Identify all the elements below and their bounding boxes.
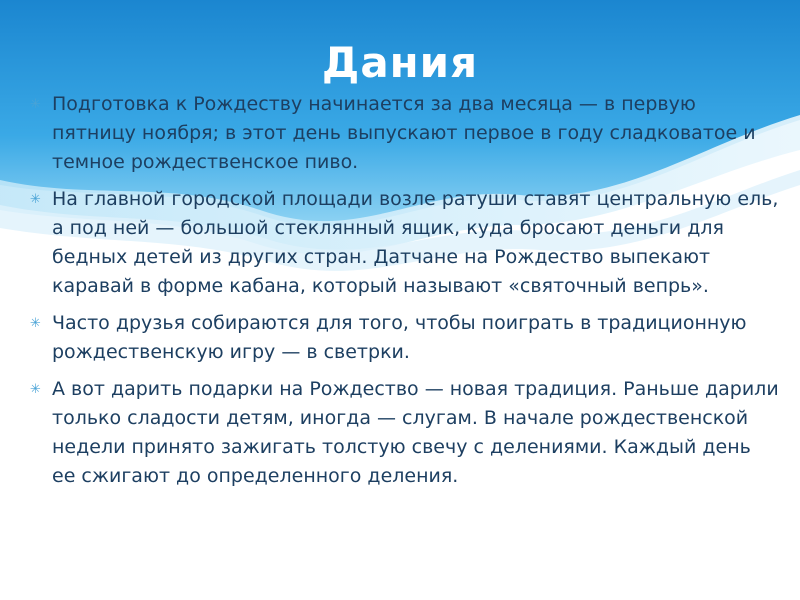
bullet-list (30, 90, 780, 499)
list-item (30, 375, 780, 491)
asterisk-bullet-icon: ✳ (30, 97, 41, 112)
list-item (30, 185, 780, 301)
bullet-text: Часто друзья собираются для того, чтобы поиграть в традиционную рождественскую игру — в светрки. (52, 312, 747, 363)
bullet-text: А вот дарить подарки на Рождество — новая традиция. Раньше дарили только сладости детям, иногда — слугам. В начале рождественской недели принято зажигать толстую свечу с делениями. Каждый день ее сжигают до определенного деления. (52, 378, 779, 487)
asterisk-bullet-icon: ✳ (30, 192, 41, 207)
bullet-text: Подготовка к Рождеству начинается за два месяца — в первую пятницу ноября; в этот день выпускают первое в году сладковатое и темное рождественское пиво. (52, 93, 756, 173)
asterisk-bullet-icon: ✳ (30, 382, 41, 397)
asterisk-bullet-icon: ✳ (30, 316, 41, 331)
slide-title: Дания (321, 38, 479, 87)
list-item (30, 309, 780, 367)
list-item (30, 90, 780, 177)
bullet-text: На главной городской площади возле ратуши ставят центральную ель, а под ней — большой стеклянный ящик, куда бросают деньги для бедных детей из других стран. Датчане на Рождество выпекают каравай в форме кабана, который называют «святочный вепрь». (52, 188, 779, 297)
